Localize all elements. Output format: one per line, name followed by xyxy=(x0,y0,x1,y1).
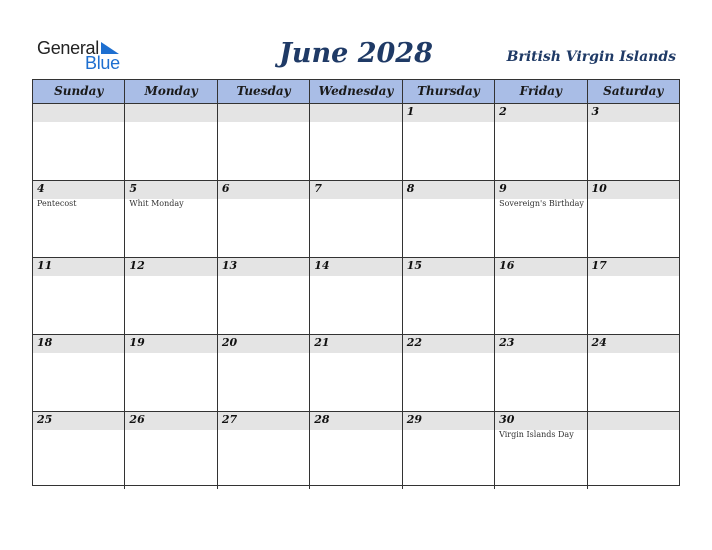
day-number: 24 xyxy=(591,336,607,349)
day-cell[interactable] xyxy=(33,104,125,180)
day-number: 4 xyxy=(37,182,45,195)
day-number: 14 xyxy=(314,259,330,272)
holiday-label: Sovereign's Birthday xyxy=(499,199,584,208)
day-header-strip xyxy=(125,258,216,276)
day-header-strip xyxy=(125,104,216,122)
week-row xyxy=(33,181,679,258)
day-cell[interactable] xyxy=(33,412,125,489)
day-cell[interactable] xyxy=(310,412,402,489)
week-row xyxy=(33,258,679,335)
day-header-strip xyxy=(33,412,124,430)
day-number: 12 xyxy=(129,259,145,272)
weekday-thursday: Thursday xyxy=(403,80,495,103)
day-cell[interactable] xyxy=(125,104,217,180)
day-cell[interactable] xyxy=(218,412,310,489)
day-cell[interactable] xyxy=(310,335,402,411)
day-cell[interactable] xyxy=(33,335,125,411)
day-number: 16 xyxy=(499,259,515,272)
day-number: 3 xyxy=(591,105,600,118)
day-cell[interactable] xyxy=(218,181,310,257)
day-header-strip xyxy=(403,104,494,122)
day-header-strip xyxy=(403,412,494,430)
region-name: British Virgin Islands xyxy=(506,49,676,65)
logo-word-general: General xyxy=(37,38,99,58)
day-cell[interactable] xyxy=(310,181,402,257)
calendar-title: June 2028 xyxy=(279,38,433,69)
weekday-friday: Friday xyxy=(495,80,587,103)
day-header-strip xyxy=(403,258,494,276)
day-cell[interactable] xyxy=(125,335,217,411)
day-header-strip xyxy=(588,335,679,353)
day-header-strip xyxy=(33,181,124,199)
day-cell[interactable] xyxy=(588,412,679,489)
weekday-saturday: Saturday xyxy=(603,84,664,98)
day-number: 18 xyxy=(37,336,53,349)
day-cell[interactable] xyxy=(495,104,587,180)
day-header-strip xyxy=(310,258,401,276)
day-number: 10 xyxy=(591,182,607,195)
day-header-strip xyxy=(403,181,494,199)
day-number: 15 xyxy=(406,259,422,272)
day-header-strip xyxy=(125,412,216,430)
day-cell[interactable] xyxy=(125,181,217,257)
day-header-strip xyxy=(310,181,401,199)
day-header-strip xyxy=(403,335,494,353)
day-header-strip xyxy=(310,412,401,430)
day-cell[interactable] xyxy=(403,335,495,411)
day-number: 1 xyxy=(406,105,415,118)
day-header-strip xyxy=(33,104,124,122)
day-header-strip xyxy=(588,412,679,430)
day-number: 6 xyxy=(221,182,230,195)
day-cell[interactable] xyxy=(403,104,495,180)
holiday-label: Virgin Islands Day xyxy=(499,430,574,439)
day-number: 26 xyxy=(129,413,145,426)
day-cell[interactable] xyxy=(403,258,495,334)
calendar-grid xyxy=(32,79,680,486)
logo-word-blue: Blue xyxy=(85,53,120,73)
day-header-strip xyxy=(33,258,124,276)
day-cell[interactable] xyxy=(403,412,495,489)
day-cell[interactable] xyxy=(495,258,587,334)
weekday-monday: Monday xyxy=(125,80,217,103)
weekday-wednesday: Wednesday xyxy=(310,80,402,103)
day-cell[interactable] xyxy=(125,412,217,489)
day-cell[interactable] xyxy=(588,104,679,180)
day-cell[interactable] xyxy=(218,104,310,180)
day-header-strip xyxy=(588,104,679,122)
day-header-strip xyxy=(125,335,216,353)
day-number: 27 xyxy=(221,413,238,426)
day-header-strip xyxy=(588,181,679,199)
day-header-strip xyxy=(495,181,586,199)
day-header-strip xyxy=(218,258,309,276)
day-cell[interactable] xyxy=(125,258,217,334)
week-row xyxy=(33,104,679,181)
day-header-strip xyxy=(33,335,124,353)
day-header-strip xyxy=(588,258,679,276)
day-number: 30 xyxy=(499,413,515,426)
day-number: 9 xyxy=(499,182,507,195)
week-row xyxy=(33,335,679,412)
day-header-strip xyxy=(310,335,401,353)
day-cell[interactable] xyxy=(218,258,310,334)
day-cell[interactable] xyxy=(495,412,587,489)
day-header-strip xyxy=(495,412,586,430)
day-cell[interactable] xyxy=(588,258,679,334)
day-number: 28 xyxy=(314,413,330,426)
day-number: 8 xyxy=(406,182,415,195)
weekday-sunday: Sunday xyxy=(33,80,125,103)
day-header-strip xyxy=(310,104,401,122)
day-number: 25 xyxy=(37,413,53,426)
day-number: 29 xyxy=(406,413,422,426)
day-number: 17 xyxy=(591,259,607,272)
day-number: 11 xyxy=(37,259,53,272)
day-cell[interactable] xyxy=(33,181,125,257)
day-cell[interactable] xyxy=(310,104,402,180)
week-row xyxy=(33,412,679,489)
weekday-tuesday: Tuesday xyxy=(218,80,310,103)
holiday-label: Pentecost xyxy=(37,199,77,208)
day-header-strip xyxy=(218,181,309,199)
day-cell[interactable] xyxy=(403,181,495,257)
day-cell[interactable] xyxy=(218,335,310,411)
day-number: 23 xyxy=(499,336,515,349)
day-number: 20 xyxy=(221,336,238,349)
day-header-strip xyxy=(495,258,586,276)
day-cell[interactable] xyxy=(588,181,679,257)
day-cell[interactable] xyxy=(588,335,679,411)
weeks-container xyxy=(33,104,679,489)
day-number: 19 xyxy=(129,336,145,349)
day-number: 5 xyxy=(129,182,138,195)
day-cell[interactable] xyxy=(310,258,402,334)
day-cell[interactable] xyxy=(495,335,587,411)
day-header-strip xyxy=(218,104,309,122)
day-cell[interactable] xyxy=(33,258,125,334)
holiday-label: Whit Monday xyxy=(129,199,184,208)
day-number: 7 xyxy=(314,182,322,195)
day-number: 21 xyxy=(314,336,330,349)
day-header-strip xyxy=(218,335,309,353)
day-header-strip xyxy=(218,412,309,430)
weekday-header xyxy=(33,80,679,104)
day-number: 2 xyxy=(499,105,507,118)
day-header-strip xyxy=(495,104,586,122)
day-cell[interactable] xyxy=(495,181,587,257)
day-number: 13 xyxy=(221,259,238,272)
day-header-strip xyxy=(495,335,586,353)
day-number: 22 xyxy=(406,336,422,349)
day-header-strip xyxy=(125,181,216,199)
